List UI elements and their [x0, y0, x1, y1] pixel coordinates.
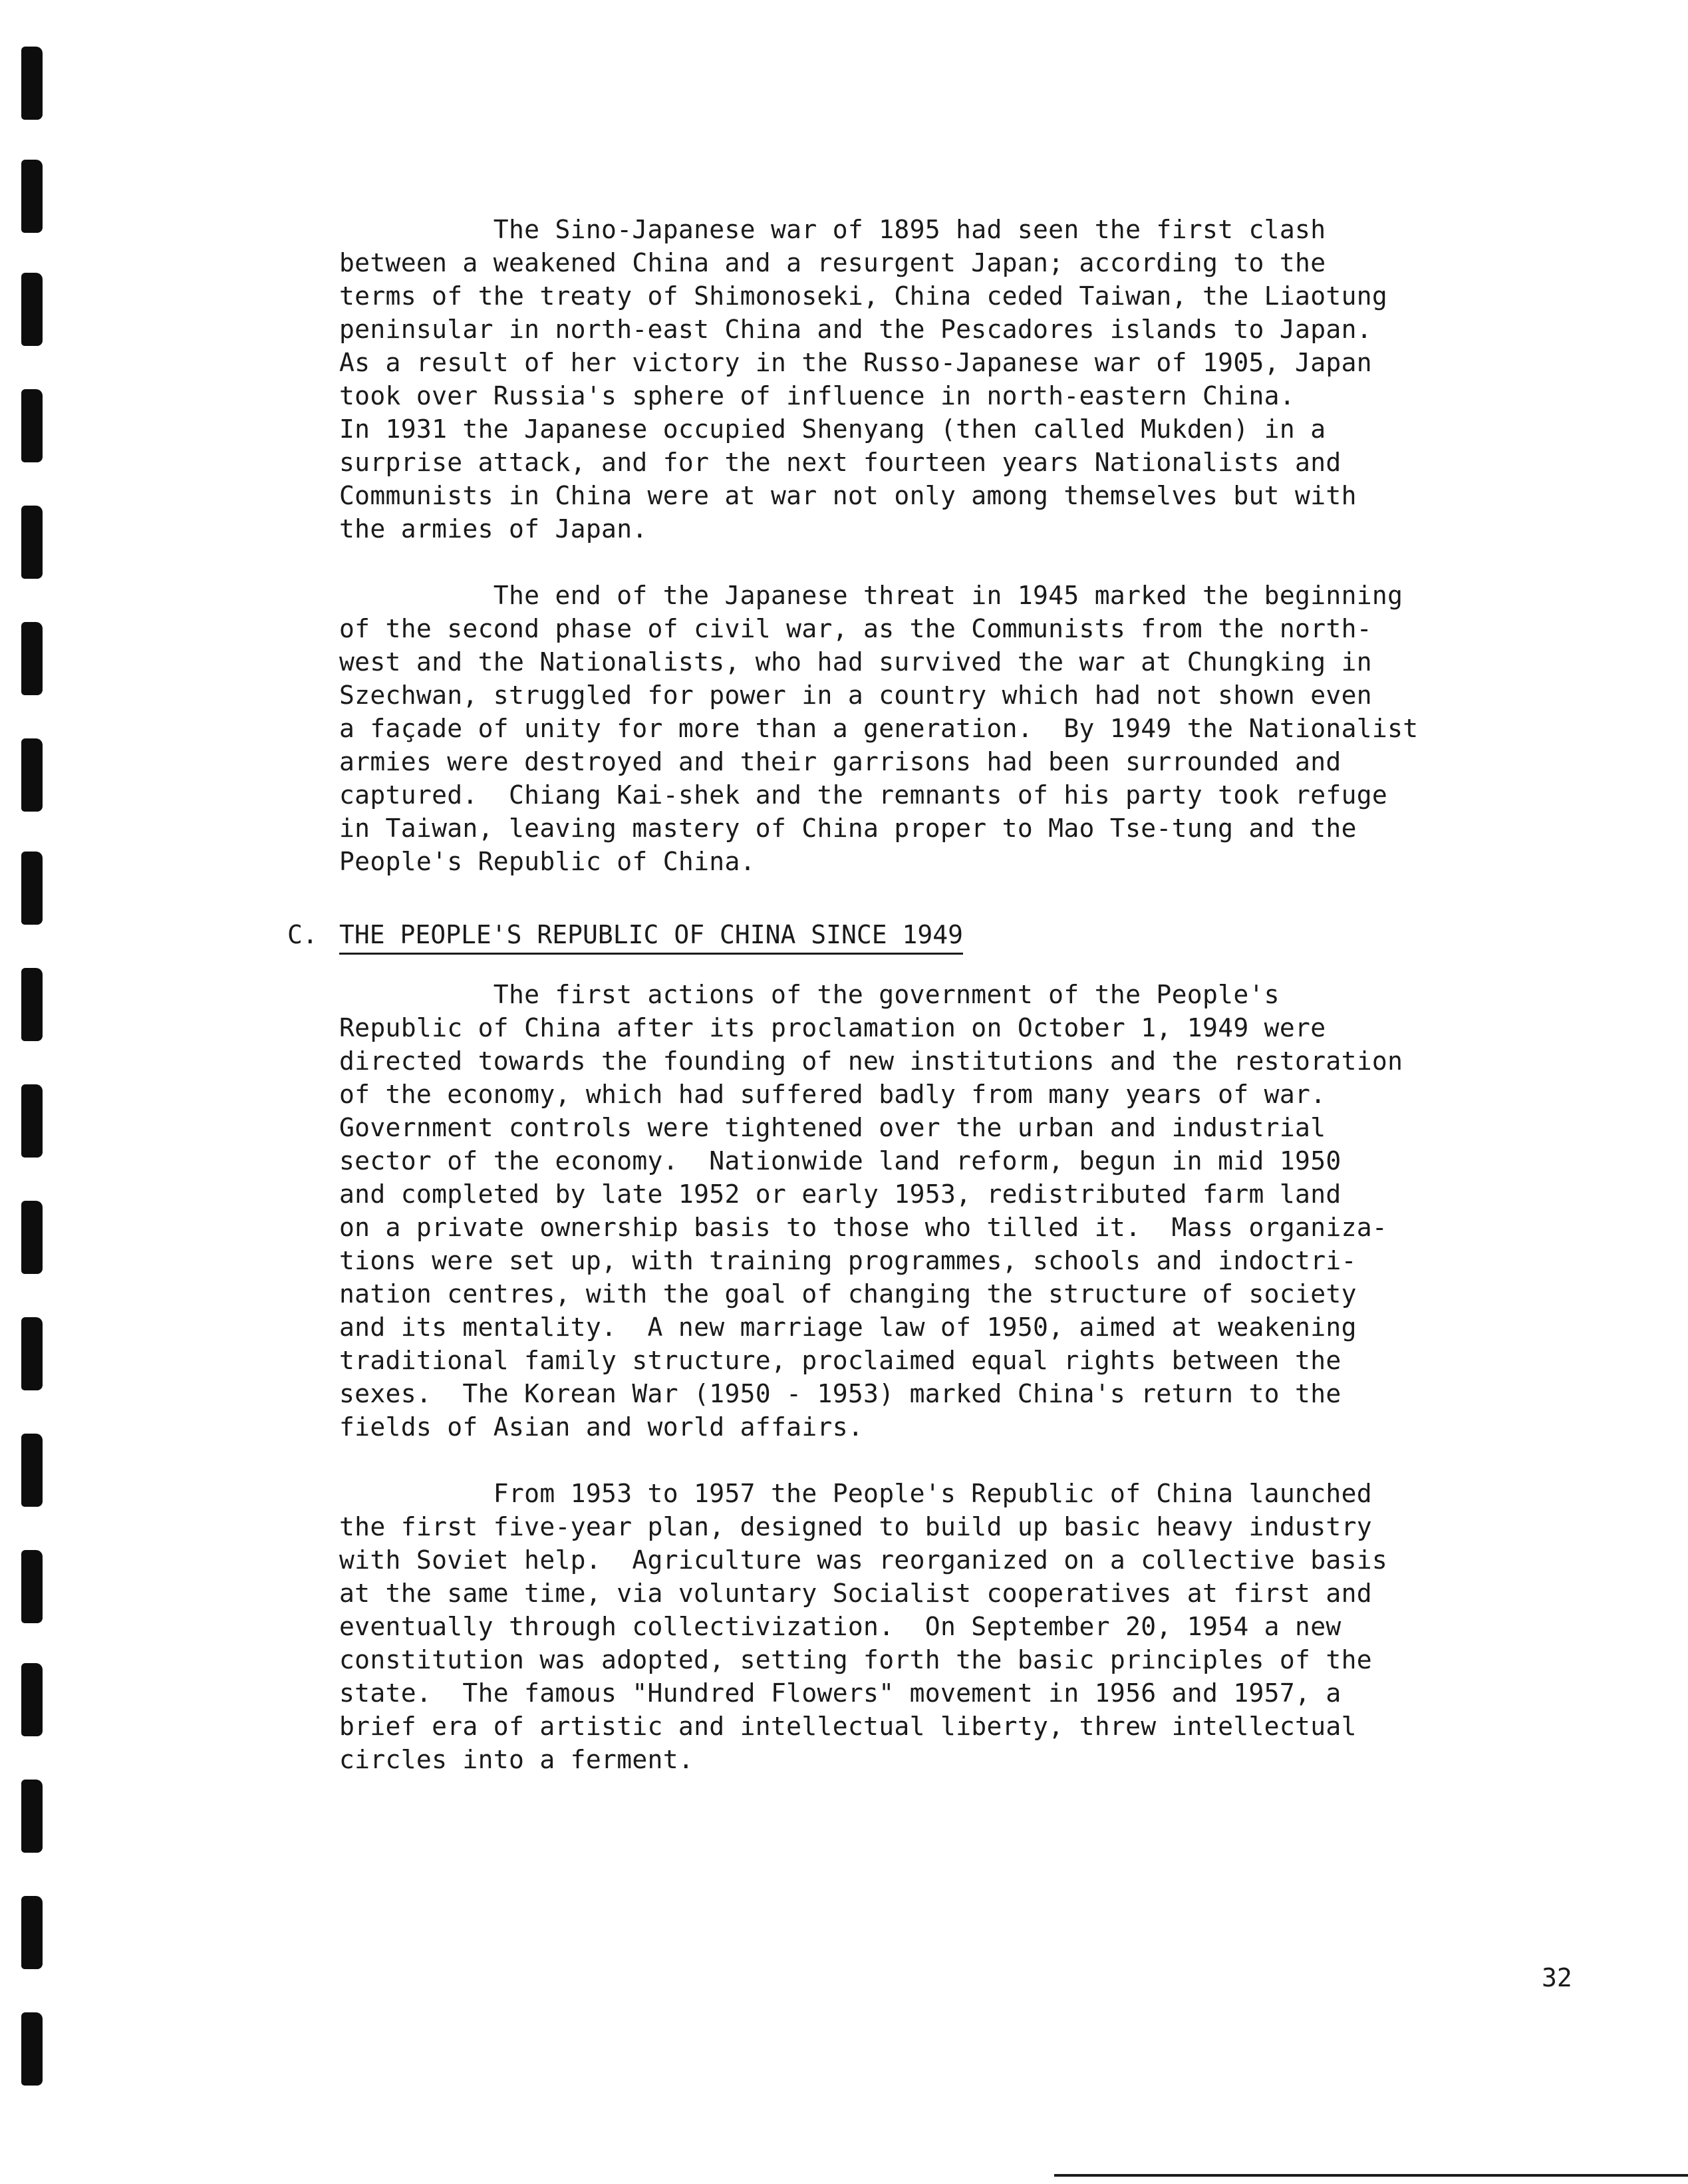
binder-hole — [21, 273, 43, 346]
paragraph — [339, 1477, 1530, 1776]
text-line: surprise attack, and for the next fourteen years Nationalists and — [339, 448, 1341, 477]
text-line: at the same time, via voluntary Socialist cooperatives at first and — [339, 1579, 1372, 1608]
binder-hole — [21, 968, 43, 1041]
intro-paragraphs — [339, 213, 1530, 878]
text-line: As a result of her victory in the Russo-Japanese war of 1905, Japan — [339, 348, 1372, 377]
text-line: of the economy, which had suffered badly from many years of war. — [339, 1080, 1326, 1109]
binder-hole — [21, 1550, 43, 1623]
section-letter: C. — [287, 920, 318, 949]
text-line: west and the Nationalists, who had survived the war at Chungking in — [339, 647, 1372, 677]
binder-hole — [21, 738, 43, 812]
text-line: The Sino-Japanese war of 1895 had seen the first clash — [339, 215, 1326, 244]
text-line: terms of the treaty of Shimonoseki, China ceded Taiwan, the Liaotung — [339, 281, 1388, 311]
binder-hole — [21, 1896, 43, 1969]
text-line: Republic of China after its proclamation on October 1, 1949 were — [339, 1013, 1326, 1042]
text-line: nation centres, with the goal of changing the structure of society — [339, 1279, 1357, 1309]
text-line: with Soviet help. Agriculture was reorganized on a collective basis — [339, 1545, 1388, 1575]
binder-hole — [21, 622, 43, 695]
text-line: sexes. The Korean War (1950 - 1953) marked China's return to the — [339, 1379, 1341, 1408]
text-line: armies were destroyed and their garrisons had been surrounded and — [339, 747, 1341, 776]
text-line: took over Russia's sphere of influence in north-eastern China. — [339, 381, 1296, 410]
text-line: of the second phase of civil war, as the Communists from the north- — [339, 614, 1372, 643]
text-line: captured. Chiang Kai-shek and the remnants of his party took refuge — [339, 780, 1388, 810]
text-line: a façade of unity for more than a generation. By 1949 the Nationalist — [339, 714, 1419, 743]
text-line: in Taiwan, leaving mastery of China proper to Mao Tse-tung and the — [339, 814, 1357, 843]
binder-hole — [21, 1084, 43, 1158]
binder-hole — [21, 160, 43, 233]
text-line: and completed by late 1952 or early 1953, redistributed farm land — [339, 1179, 1341, 1209]
binder-hole — [21, 506, 43, 579]
text-line: and its mentality. A new marriage law of 1950, aimed at weakening — [339, 1313, 1357, 1342]
binder-hole — [21, 1317, 43, 1390]
text-line: state. The famous "Hundred Flowers" movement in 1956 and 1957, a — [339, 1678, 1341, 1708]
document-body — [287, 213, 1530, 1809]
text-line: on a private ownership basis to those who tilled it. Mass organiza- — [339, 1213, 1388, 1242]
text-line: Szechwan, struggled for power in a country which had not shown even — [339, 681, 1372, 710]
paragraph — [339, 213, 1530, 546]
binder-hole — [21, 2012, 43, 2086]
text-line: tions were set up, with training programmes, schools and indoctri- — [339, 1246, 1357, 1275]
page-number: 32 — [1542, 1963, 1572, 1992]
text-line: traditional family structure, proclaimed equal rights between the — [339, 1346, 1341, 1375]
text-line: In 1931 the Japanese occupied Shenyang (then called Mukden) in a — [339, 414, 1326, 444]
text-line: fields of Asian and world affairs. — [339, 1412, 864, 1442]
paragraph — [339, 978, 1530, 1444]
text-line: The first actions of the government of the People's — [339, 980, 1280, 1009]
bottom-rule — [1054, 2174, 1688, 2177]
binder-hole — [21, 1201, 43, 1274]
text-line: constitution was adopted, setting forth the basic principles of the — [339, 1645, 1372, 1674]
text-line: Communists in China were at war not only among themselves but with — [339, 481, 1357, 510]
text-line: From 1953 to 1957 the People's Republic of China launched — [339, 1479, 1372, 1508]
text-line: the first five-year plan, designed to build up basic heavy industry — [339, 1512, 1372, 1541]
section-heading — [287, 918, 1530, 951]
text-line: directed towards the founding of new institutions and the restoration — [339, 1046, 1403, 1076]
paragraph — [339, 579, 1530, 878]
binder-hole — [21, 852, 43, 925]
text-line: sector of the economy. Nationwide land reform, begun in mid 1950 — [339, 1146, 1341, 1175]
binder-hole — [21, 389, 43, 462]
binder-hole — [21, 47, 43, 120]
text-line: People's Republic of China. — [339, 847, 756, 876]
section-title: THE PEOPLE'S REPUBLIC OF CHINA SINCE 1949 — [339, 918, 963, 955]
text-line: The end of the Japanese threat in 1945 marked the beginning — [339, 581, 1403, 610]
binder-hole — [21, 1663, 43, 1736]
section-paragraphs — [339, 978, 1530, 1776]
text-line: the armies of Japan. — [339, 514, 648, 544]
text-line: circles into a ferment. — [339, 1745, 694, 1774]
text-line: between a weakened China and a resurgent Japan; according to the — [339, 248, 1326, 277]
text-line: Government controls were tightened over the urban and industrial — [339, 1113, 1326, 1142]
text-line: eventually through collectivization. On September 20, 1954 a new — [339, 1612, 1341, 1641]
binder-hole — [21, 1434, 43, 1507]
binder-holes — [21, 47, 45, 2162]
binder-hole — [21, 1780, 43, 1853]
text-line: brief era of artistic and intellectual liberty, threw intellectual — [339, 1712, 1357, 1741]
text-line: peninsular in north-east China and the Pescadores islands to Japan. — [339, 315, 1372, 344]
